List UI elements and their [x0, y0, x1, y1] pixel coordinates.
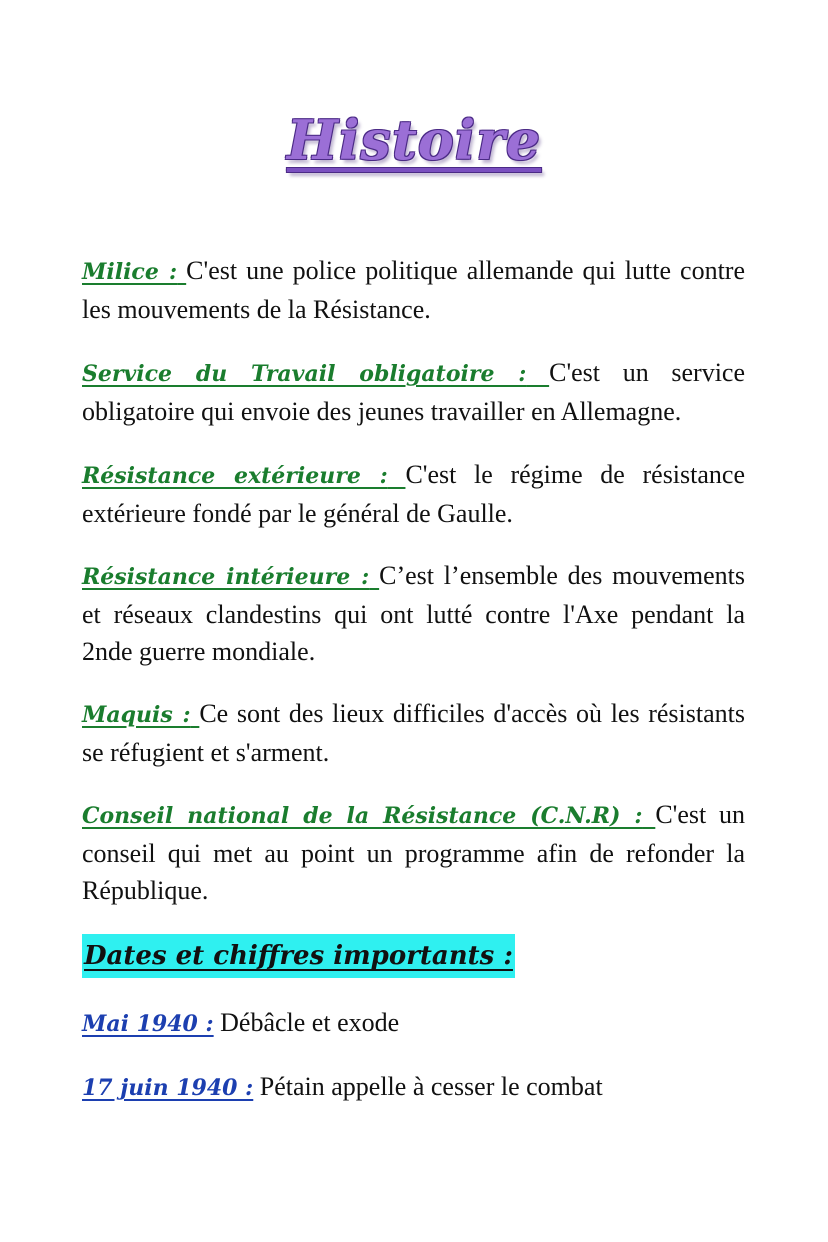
definition-term: Résistance extérieure : — [82, 463, 388, 489]
definition-term: Milice : — [82, 259, 178, 285]
date-item — [82, 1004, 399, 1043]
definition-maquis — [82, 695, 745, 771]
definition-resistance-interieure — [82, 557, 745, 670]
definition-text: C'est le régime de résistance extérieure fondé par le général de Gaulle. — [82, 460, 745, 528]
definition-term: Résistance intérieure : — [82, 564, 370, 590]
definition-text: C’est l’ensemble des mouvements et réseaux clandestins qui ont lutté contre l'Axe pendant la 2nde guerre mondiale. — [82, 561, 746, 666]
definition-text: C'est un conseil qui met au point un programme afin de refonder la République. — [82, 800, 745, 905]
definition-milice — [82, 252, 745, 328]
definition-text: C'est une police politique allemande qui lutte contre les mouvements de la Résistance. — [82, 256, 746, 324]
definition-term: Maquis : — [82, 702, 191, 728]
page-title — [0, 100, 828, 180]
definition-term: Service du Travail obligatoire : — [82, 361, 527, 387]
date-text: Pétain appelle à cesser le combat — [259, 1072, 603, 1101]
date-term: 17 juin 1940 : — [82, 1075, 254, 1101]
definition-term: Conseil national de la Résistance (C.N.R) : — [82, 803, 643, 829]
dates-heading: Dates et chiffres importants : — [82, 934, 515, 978]
date-term: Mai 1940 : — [82, 1011, 214, 1037]
definition-cnr — [82, 796, 745, 909]
definition-sto — [82, 354, 745, 430]
definition-text: C'est un service obligatoire qui envoie des jeunes travailler en Allemagne. — [82, 358, 745, 426]
definition-text: Ce sont des lieux difficiles d'accès où les résistants se réfugient et s'arment. — [82, 699, 745, 767]
date-item — [82, 1068, 603, 1107]
date-text: Débâcle et exode — [220, 1008, 400, 1037]
page-title-text: Histoire — [286, 108, 542, 172]
definition-resistance-exterieure — [82, 456, 745, 532]
